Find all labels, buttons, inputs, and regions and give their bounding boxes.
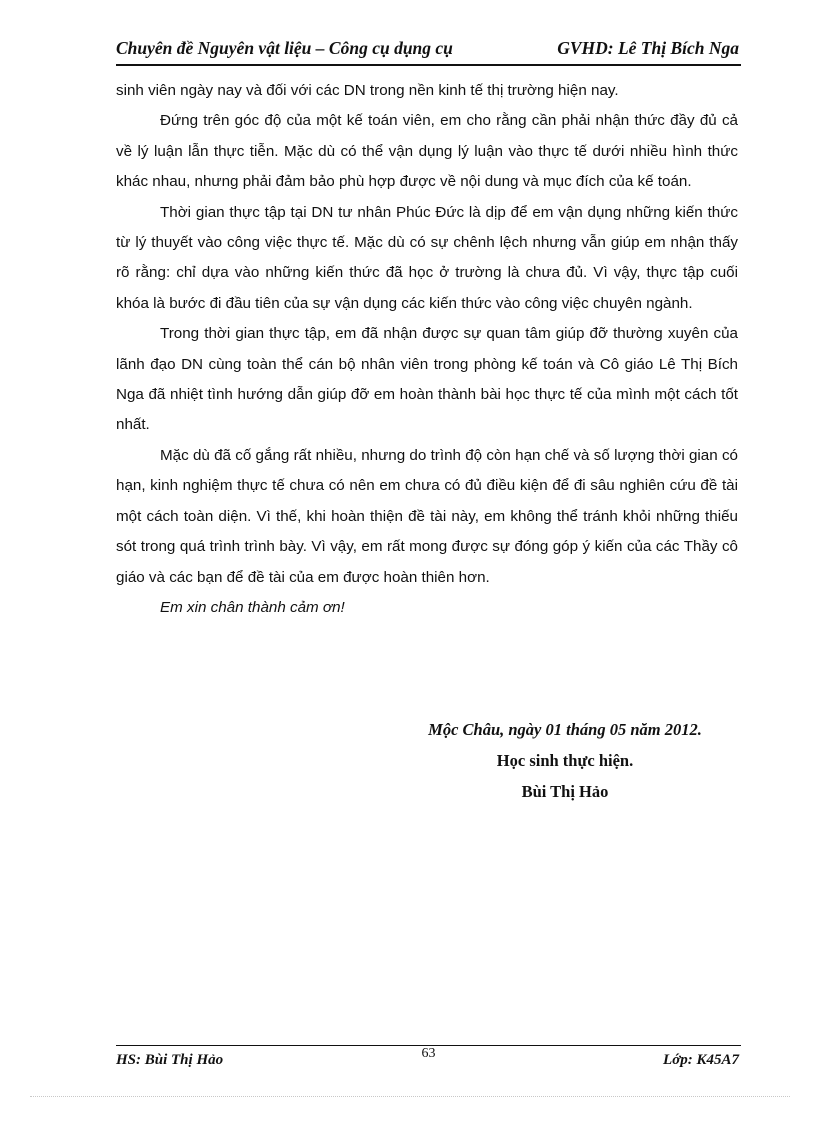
paragraph: Thời gian thực tập tại DN tư nhân Phúc Đức là dịp để em vận dụng những kiến thức từ lý thuyết vào công việc thực tế. Mặc dù có sự chênh lệch nhưng vẫn giúp em nhận thấy rõ rằng: chỉ dựa vào những kiến thức đã học ở trường là chưa đủ. Vì vậy, thực tập cuối khóa là bước đi đầu tiên của sự vận dụng các kiến thức vào công việc chuyên ngành. <box>116 203 738 312</box>
page-number: 63 <box>421 1046 436 1061</box>
paragraph: Trong thời gian thực tập, em đã nhận được sự quan tâm giúp đỡ thường xuyên của lãnh đạo DN cùng toàn thể cán bộ nhân viên trong phòng kế toán và Cô giáo Lê Thị Bích Nga đã nhiệt tình hướng dẫn giúp đỡ em hoàn thành bài học thực tế của mình một cách tốt nhất. <box>116 325 738 434</box>
paragraph: Đứng trên góc độ của một kế toán viên, em cho rằng cần phải nhận thức đầy đủ cả về lý luận lẫn thực tiễn. Mặc dù có thể vận dụng lý luận vào thực tế dưới nhiều hình thức khác nhau, nhưng phải đảm bảo phù hợp được về nội dung và mục đích của kế toán. <box>116 112 738 191</box>
paragraph: Mặc dù đã cố gắng rất nhiều, nhưng do trình độ còn hạn chế và số lượng thời gian có hạn, kinh nghiệm thực tế chưa có nên em chưa có đủ điều kiện để đi sâu nghiên cứu đề tài một cách toàn diện. Vì thế, khi hoàn thiện đề tài này, em không thể tránh khỏi những thiếu sót trong quá trình trình bày. Vì vậy, em rất mong được sự đóng góp ý kiến của các Thầy cô giáo và các bạn để đề tài của em được hoàn thiên hơn. <box>116 446 738 586</box>
signature-role: Học sinh thực hiện. <box>496 751 634 770</box>
document-body <box>116 76 738 623</box>
footer-class: Lớp: K45A7 <box>663 1052 739 1068</box>
header-title: Chuyên đề Nguyên vật liệu – Công cụ dụng cụ <box>116 38 453 58</box>
page-footer <box>116 1045 741 1071</box>
signature-block <box>360 714 770 807</box>
page-header <box>116 38 741 66</box>
signature-name: Bùi Thị Hảo <box>521 782 609 801</box>
paragraph-continuation: sinh viên ngày nay và đối với các DN trong nền kinh tế thị trường hiện nay. <box>116 82 619 99</box>
signature-place-date: Mộc Châu, ngày 01 tháng 05 năm 2012. <box>428 720 702 739</box>
page-bottom-divider <box>30 1096 790 1097</box>
footer-student: HS: Bùi Thị Hảo <box>116 1052 224 1068</box>
thanks-line: Em xin chân thành cảm ơn! <box>160 598 345 616</box>
header-advisor: GVHD: Lê Thị Bích Nga <box>557 38 739 58</box>
